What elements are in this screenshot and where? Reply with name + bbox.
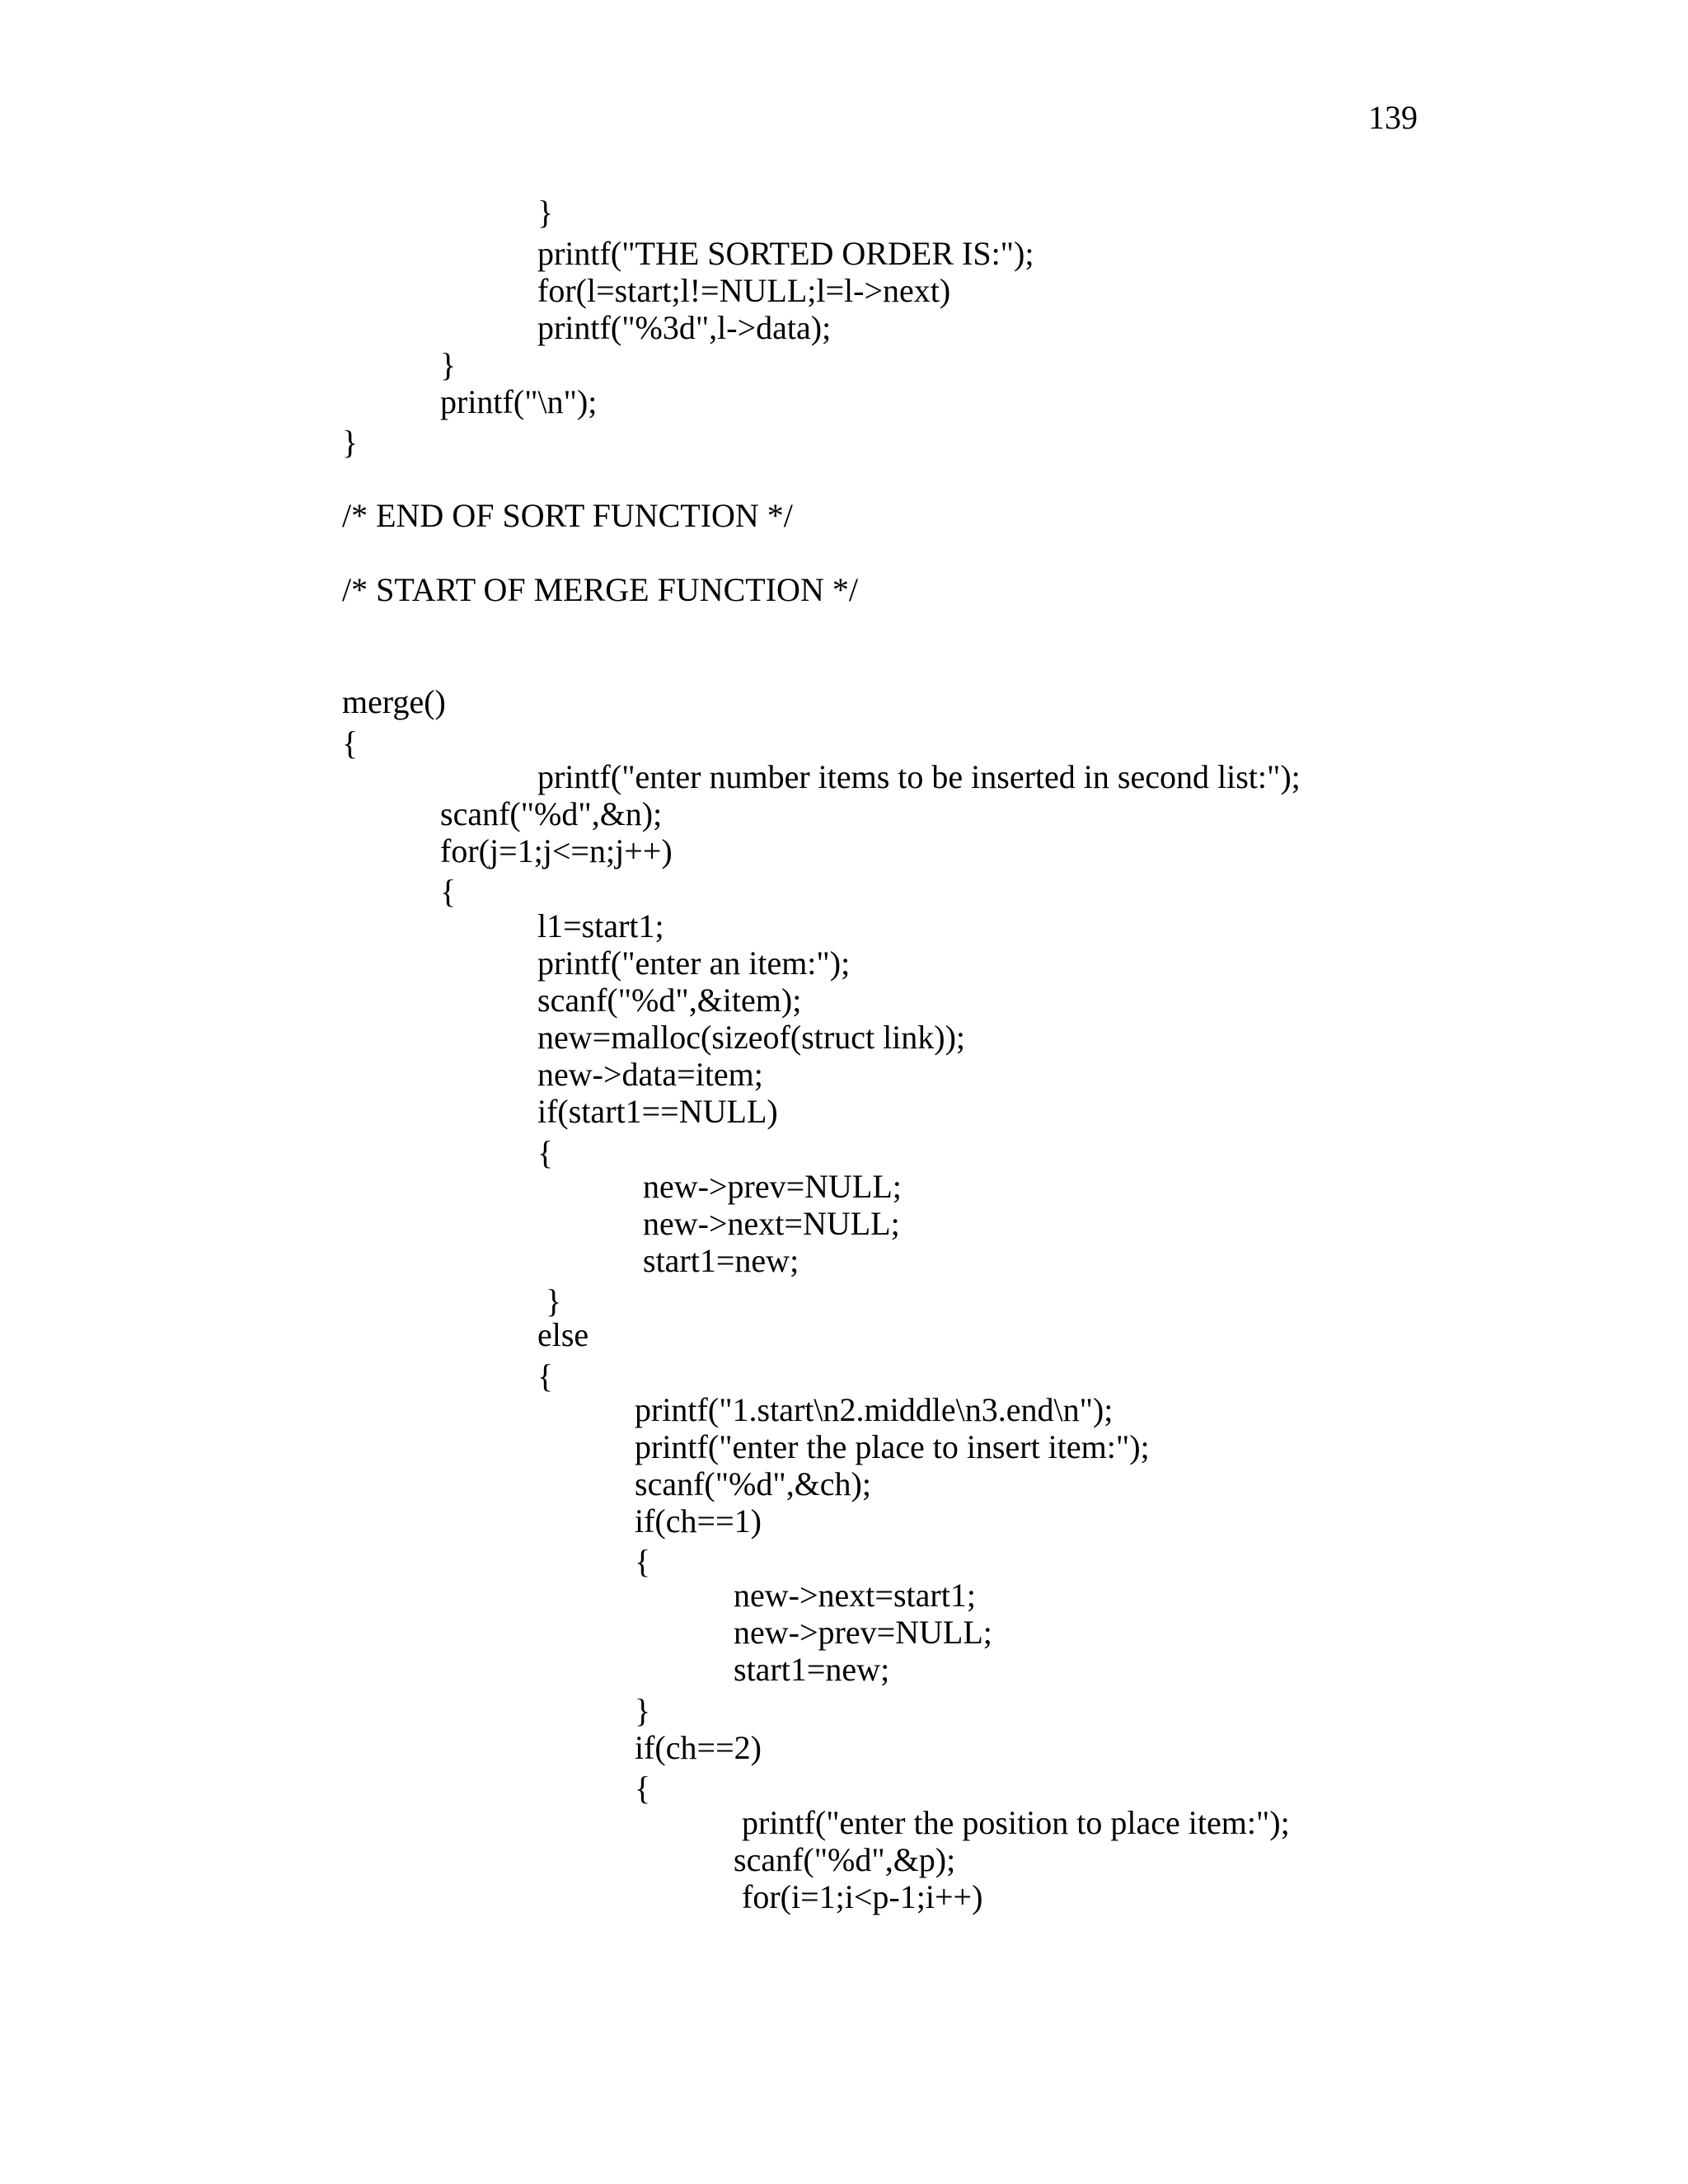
code-line: for(j=1;j<=n;j++) xyxy=(440,832,673,869)
code-line: printf("enter number items to be inserted in second list:"); xyxy=(537,758,1301,795)
code-line: new->data=item; xyxy=(537,1056,763,1093)
code-line: printf("enter an item:"); xyxy=(537,944,851,982)
code-line: else xyxy=(537,1316,589,1353)
code-line: { xyxy=(440,873,457,910)
code-line: new->next=NULL; xyxy=(643,1205,900,1242)
code-line: if(start1==NULL) xyxy=(537,1093,778,1130)
code-line: for(i=1;i<p-1;i++) xyxy=(742,1878,983,1915)
code-line: new->prev=NULL; xyxy=(643,1168,902,1205)
code-line: } xyxy=(342,424,359,461)
code-line: start1=new; xyxy=(643,1242,799,1279)
code-line: /* END OF SORT FUNCTION */ xyxy=(342,497,793,534)
code-line: if(ch==1) xyxy=(635,1502,762,1540)
code-line: { xyxy=(537,1357,554,1394)
code-line: { xyxy=(635,1543,651,1580)
code-line: printf("enter the position to place item:"); xyxy=(742,1804,1290,1841)
code-line: start1=new; xyxy=(734,1651,890,1688)
code-line: } xyxy=(635,1692,651,1729)
code-line: l1=start1; xyxy=(537,907,664,944)
code-line: printf("%3d",l->data); xyxy=(537,309,832,346)
code-line: } xyxy=(546,1282,562,1319)
code-line: printf("\n"); xyxy=(440,383,598,420)
code-line: { xyxy=(635,1769,651,1807)
code-line: printf("enter the place to insert item:"); xyxy=(635,1428,1150,1465)
code-line: { xyxy=(342,724,359,762)
code-line: scanf("%d",&item); xyxy=(537,982,802,1019)
code-line: for(l=start;l!=NULL;l=l->next) xyxy=(537,272,951,309)
code-line: new=malloc(sizeof(struct link)); xyxy=(537,1019,966,1056)
code-line: scanf("%d",&p); xyxy=(734,1841,956,1878)
code-line: scanf("%d",&ch); xyxy=(635,1465,871,1502)
code-line: if(ch==2) xyxy=(635,1729,762,1766)
code-line: new->prev=NULL; xyxy=(734,1614,992,1651)
code-line: scanf("%d",&n); xyxy=(440,795,663,832)
code-line: /* START OF MERGE FUNCTION */ xyxy=(342,571,858,608)
code-line: printf("THE SORTED ORDER IS:"); xyxy=(537,235,1034,272)
code-line: merge() xyxy=(342,683,446,720)
code-line: } xyxy=(537,194,554,231)
code-line: } xyxy=(440,346,457,383)
code-line: new->next=start1; xyxy=(734,1577,976,1614)
page-number: 139 xyxy=(1368,99,1418,136)
code-line: { xyxy=(537,1134,554,1171)
code-line: printf("1.start\n2.middle\n3.end\n"); xyxy=(635,1391,1114,1428)
